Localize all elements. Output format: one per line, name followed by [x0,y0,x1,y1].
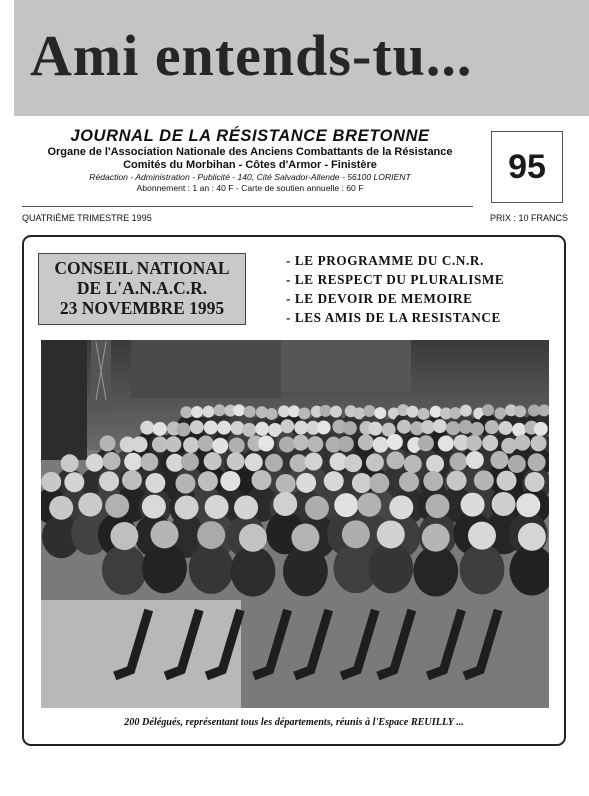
attendee-head [265,454,283,472]
attendee-head [528,453,546,471]
attendee-head [234,495,258,519]
attendee-head [466,435,482,451]
attendee-head [330,406,342,418]
attendee-head [212,438,228,454]
attendee-head [531,435,547,451]
attendee-head [49,496,73,520]
agenda-list [286,251,504,327]
attendee-head [450,453,468,471]
attendee-head [214,404,226,416]
attendee-head [352,473,372,493]
attendee-body [460,544,505,594]
attendee-head [525,472,545,492]
attendee-head [227,452,245,470]
attendee-head [374,407,386,419]
attendee-head [317,420,331,434]
conseil-line: CONSEIL NATIONAL [54,258,230,278]
attendee-head [305,496,329,520]
header-divider [22,206,473,207]
attendee-head [145,473,165,493]
attendee-head [373,437,389,453]
attendee-body [368,543,413,593]
attendee-head [288,405,300,417]
attendee-head [324,471,344,491]
attendee-head [255,422,269,436]
attendee-head [190,420,204,434]
attendee-head [239,524,267,552]
attendee-head [338,436,354,452]
attendee-head [357,493,381,517]
attendee-head [205,495,229,519]
attendee-head [485,420,499,434]
attendee-head [230,421,244,435]
attendee-body [142,543,187,593]
attendee-head [512,423,526,437]
attendee-head [423,471,443,491]
attendee-head [433,419,447,433]
attendee-body [231,546,276,596]
attendee-head [99,471,119,491]
attendee-head [279,436,295,452]
attendee-head [198,436,214,452]
attendee-head [293,435,309,451]
attendee-head [165,436,181,452]
assembly-photo [41,340,549,708]
attendee-head [244,406,256,418]
attendee-head [460,405,472,417]
attendee-head [305,453,323,471]
address-line: Rédaction - Administration - Publicité - 140, Cité Salvador-Allende - 56100 LORIENT [89,172,411,182]
attendee-head [344,454,362,472]
attendee-head [447,471,467,491]
attendee-head [242,423,256,437]
attendee-head [229,437,245,453]
attendee-head [387,451,405,469]
attendee-head [516,493,540,517]
attendee-head [122,470,142,490]
attendee-head [307,436,323,452]
attendee-head [258,435,274,451]
assembly-photo-image [41,340,549,708]
attendee-head [389,495,413,519]
attendee-body [413,546,458,596]
attendee-head [204,452,222,470]
attendee-head [183,437,199,453]
attendee-head [296,473,316,493]
attendee-head [175,474,195,494]
attendee-head [492,492,516,516]
agenda-item: - LE RESPECT DU PLURALISME [286,272,505,287]
attendee-head [399,472,419,492]
attendee-head [430,406,442,418]
attendee-body [283,546,328,596]
attendee-head [343,421,357,435]
attendee-head [334,493,358,517]
journal-title: JOURNAL DE LA RÉSISTANCE BRETONNE [70,127,430,145]
subscription-line: Abonnement : 1 an : 40 F - Carte de soutien annuelle : 60 F [136,183,364,193]
attendee-head [103,452,121,470]
attendee-head [418,408,430,420]
agenda-item: - LE DEVOIR DE MEMOIRE [286,291,473,306]
attendee-head [197,521,225,549]
attendee-head [204,421,218,435]
attendee-head [124,453,142,471]
attendee-head [387,434,403,450]
agenda-item: - LES AMIS DE LA RESISTANCE [286,310,501,325]
attendee-head [105,494,129,518]
attendee-head [78,493,102,517]
attendee-head [438,435,454,451]
attendee-head [368,422,382,436]
attendee-head [280,419,294,433]
attendee-head [404,455,422,473]
attendee-head [217,421,231,435]
attendee-head [397,420,411,434]
attendee-head [251,470,271,490]
attendee-head [294,421,308,435]
attendee-head [377,520,405,548]
issue-quarter: QUATRIÈME TRIMESTRE 1995 [22,213,152,223]
masthead [14,0,589,116]
cover-frame [22,235,566,746]
attendee-head [245,453,263,471]
attendee-head [176,423,190,437]
attendee-head [406,406,418,418]
attendee-head [202,406,214,418]
attendee-head [181,453,199,471]
attendee-head [369,473,389,493]
attendee-head [518,523,546,551]
attendee-head [342,520,370,548]
attendee-body [189,543,234,593]
attendee-head [514,435,530,451]
attendee-head [534,422,548,436]
agenda-item: - LE PROGRAMME DU C.N.R. [286,253,484,268]
attendee-head [276,474,296,494]
attendee-head [474,470,494,490]
attendee-head [153,422,167,436]
committees-line: Comités du Morbihan - Côtes d'Armor - Finistère [123,159,377,171]
organization-line: Organe de l'Association Nationale des Anciens Combattants de la Résistance [47,146,453,158]
attendee-head [132,436,148,452]
attendee-head [233,404,245,416]
issue-price: PRIX : 10 FRANCS [490,213,569,223]
attendee-head [421,420,435,434]
journal-header [22,126,478,194]
attendee-head [180,406,192,418]
conseil-line: DE L'A.N.A.C.R. [76,278,208,298]
attendee-head [198,471,218,491]
attendee-head [140,453,158,471]
conseil-box [38,253,246,325]
attendee-head [490,451,508,469]
attendee-head [220,471,240,491]
attendee-head [461,493,485,517]
attendee-head [61,454,79,472]
attendee-head [499,421,513,435]
attendee-head [86,454,104,472]
attendee-head [64,472,84,492]
issue-number: 95 [491,131,563,203]
attendee-head [426,494,450,518]
conseil-line: 23 NOVEMBRE 1995 [59,298,225,318]
attendee-head [470,422,484,436]
attendee-head [514,405,526,417]
attendee-head [140,421,154,435]
attendee-head [482,435,498,451]
attendee-head [100,435,116,451]
attendee-head [320,405,332,417]
attendee-head [366,454,384,472]
attendee-head [466,451,484,469]
attendee-head [446,421,460,435]
attendee-head [191,406,203,418]
photo-caption: 200 Délégués, représentant tous les départements, réunis à l'Espace REUILLY ... [124,717,464,728]
attendee-head [266,408,278,420]
attendee-body [102,544,147,594]
attendee-head [422,524,450,552]
attendee-head [291,523,319,551]
attendee-head [508,455,526,473]
attendee-head [298,408,310,420]
attendee-head [468,522,496,550]
attendee-head [482,404,494,416]
attendee-head [175,495,199,519]
attendee-head [41,472,61,492]
attendee-head [110,522,138,550]
attendee-head [497,471,517,491]
attendee-head [426,455,444,473]
attendee-head [418,435,434,451]
attendee-head [142,495,166,519]
attendee-head [273,492,297,516]
masthead-title: Ami entends-tu... [30,23,473,88]
attendee-head [150,520,178,548]
attendee-head [358,434,374,450]
attendee-head [363,405,375,417]
